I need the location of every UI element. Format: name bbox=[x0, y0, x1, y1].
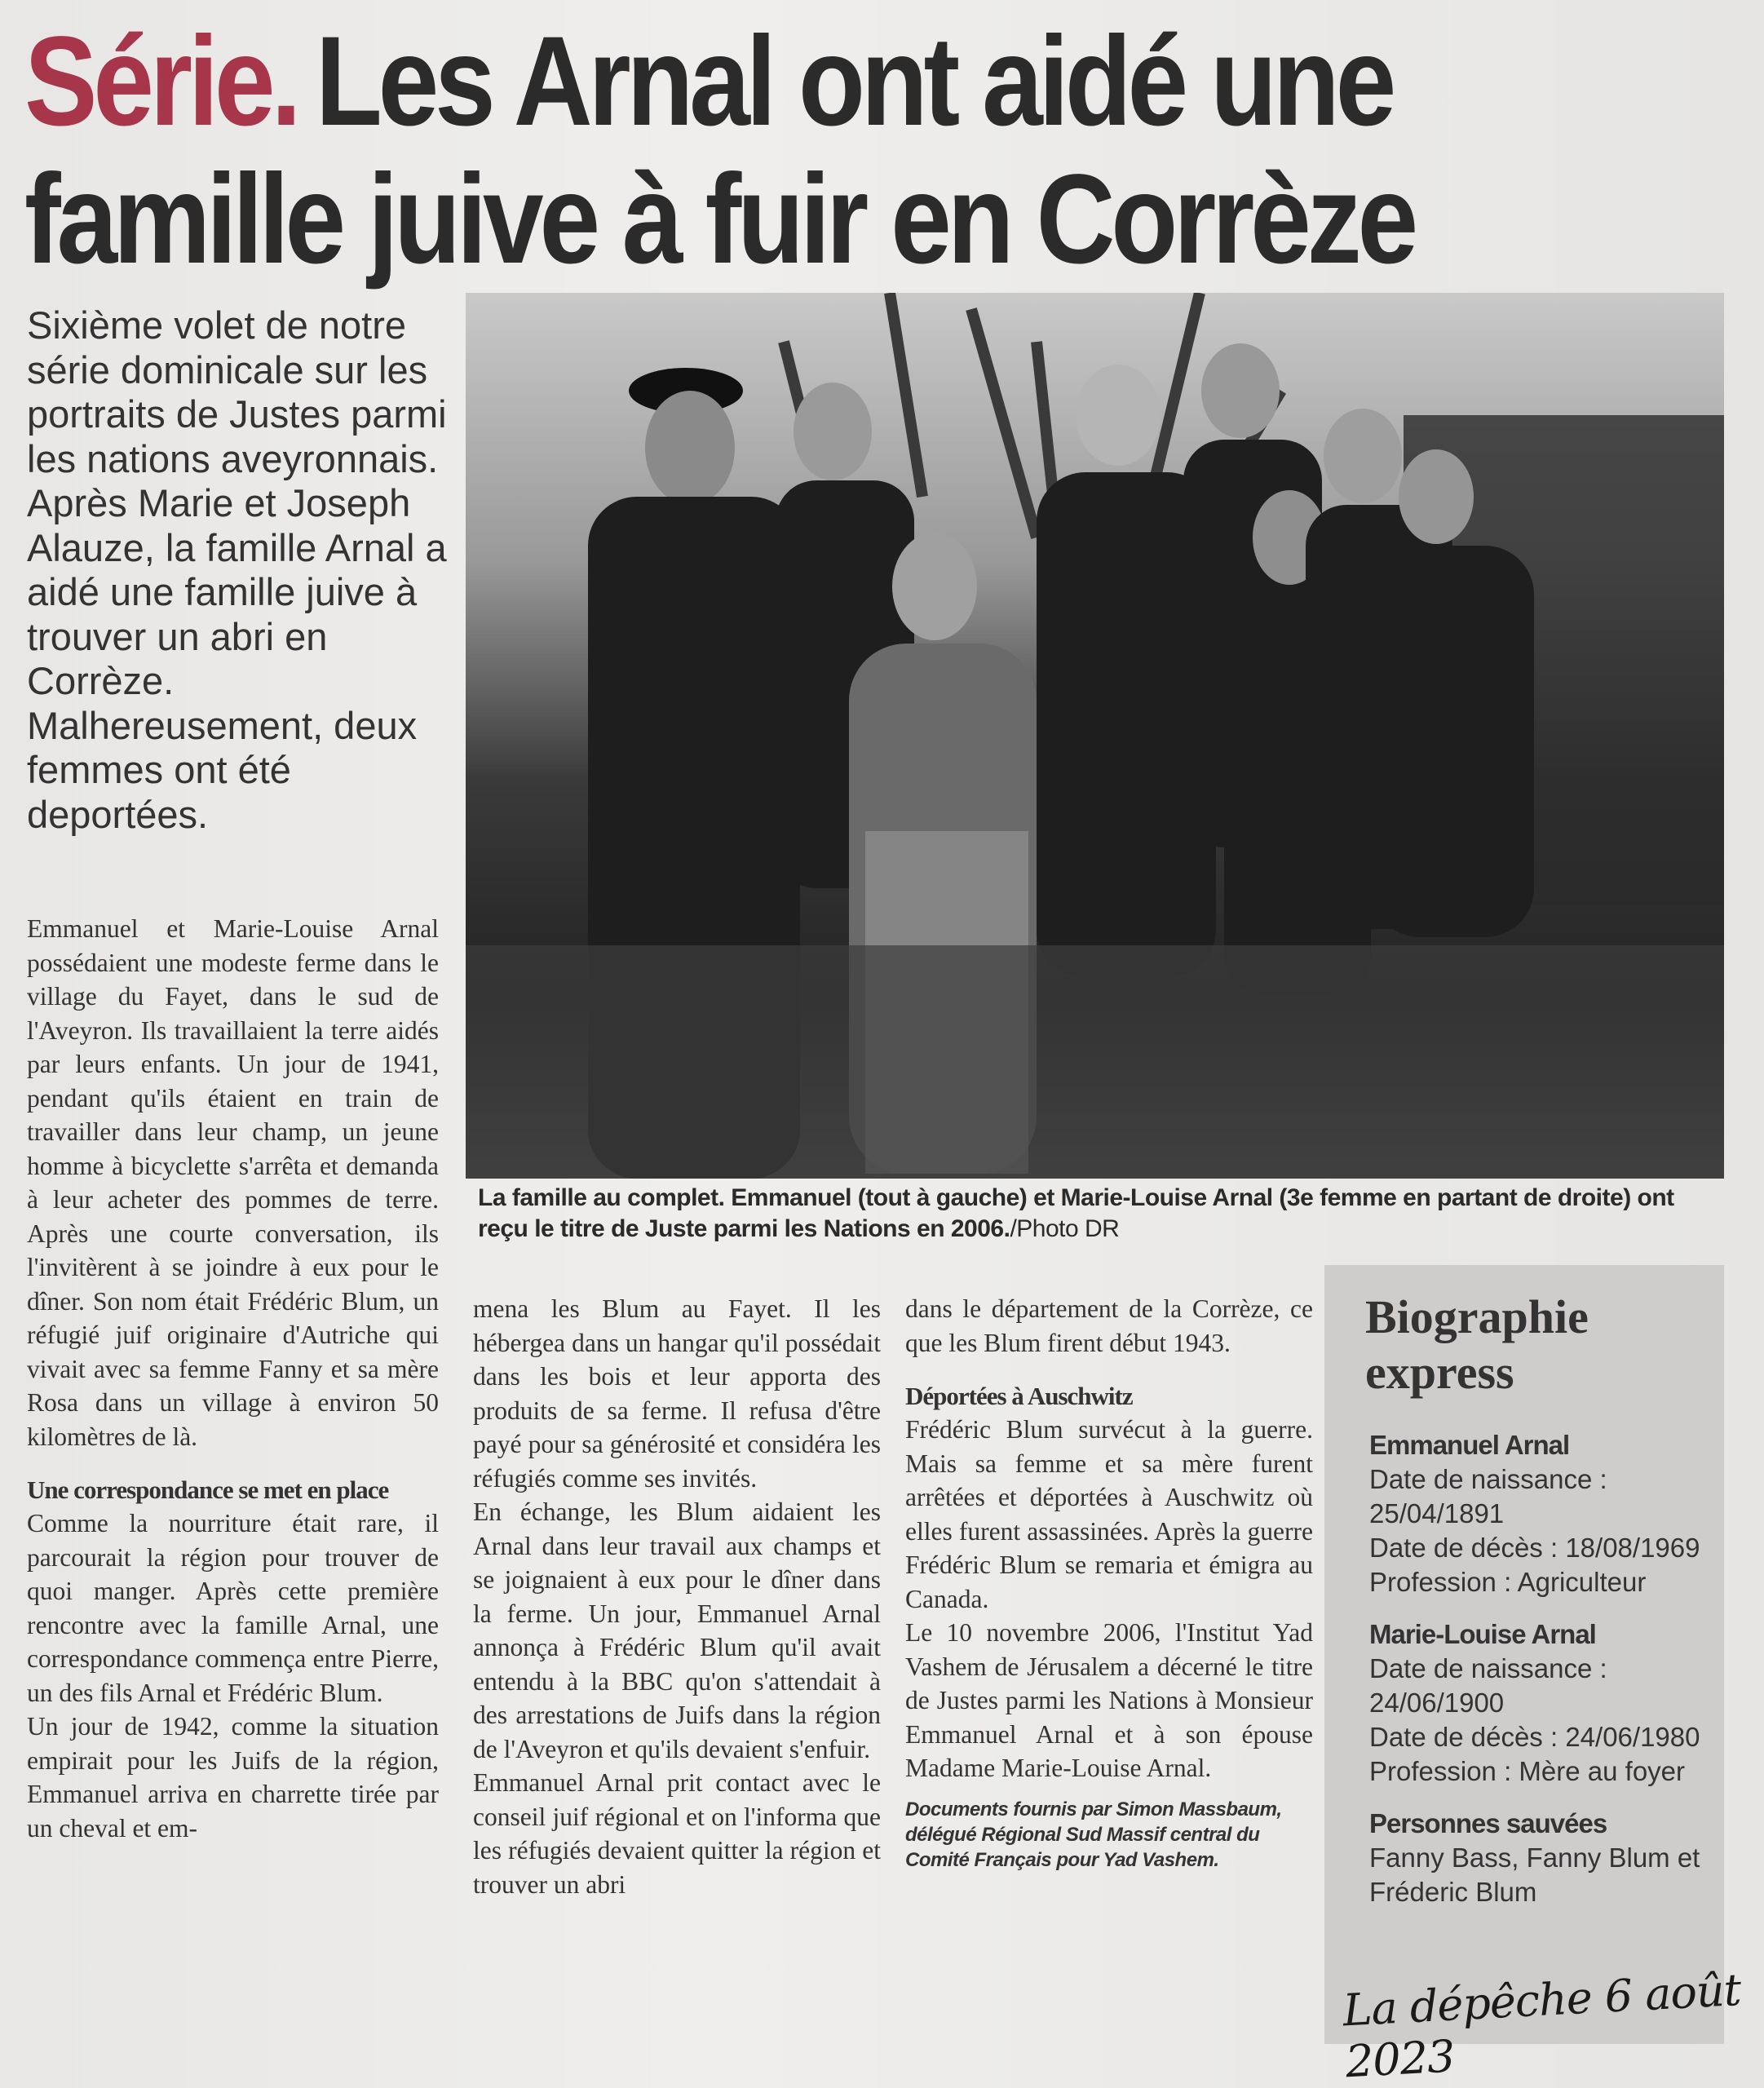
subheading-correspondance: Une correspondance se met en place bbox=[27, 1475, 389, 1504]
handwritten-note: La dépêche 6 août 2023 bbox=[1342, 1964, 1742, 2088]
death-date: Date de décès : 24/06/1980 bbox=[1369, 1722, 1700, 1752]
person-name: Marie-Louise Arnal bbox=[1369, 1619, 1596, 1649]
biography-sidebar bbox=[1324, 1265, 1724, 2044]
family-photo bbox=[466, 293, 1724, 1179]
birth-label: Date de naissance : bbox=[1369, 1464, 1607, 1494]
paragraph: Le 10 novembre 2006, l'Institut Yad Vashem de Jérusalem a décerné le titre de Justes parmi les Nations à Monsieur Emmanuel Arnal et à son épouse Madame Marie-Louise Arnal. bbox=[905, 1618, 1313, 1782]
paragraph: Emmanuel Arnal prit contact avec le conseil juif régional et on l'informa que les réfugiés devaient quitter la région et trouver un abri bbox=[473, 1768, 881, 1899]
ground bbox=[466, 945, 1724, 1179]
sidebar-title-line-1: Biographie bbox=[1365, 1290, 1589, 1343]
saved-persons-label: Personnes sauvées bbox=[1369, 1808, 1607, 1838]
person-name: Emmanuel Arnal bbox=[1369, 1430, 1570, 1460]
paragraph: Frédéric Blum survécut à la guerre. Mais sa femme et sa mère furent arrêtées et déportées à Auschwitz où elles furent assassinées. Après la guerre Frédéric Blum se remaria et émigra au Canada. bbox=[905, 1415, 1313, 1613]
paragraph: mena les Blum au Fayet. Il les hébergea dans un hangar qu'il possédait dans les bois et leur apporta des produits de sa ferme. Il refusa d'être payé pour sa générosité et considéra les réfugiés comme ses invités. bbox=[473, 1294, 881, 1493]
profession: Profession : Mère au foyer bbox=[1369, 1756, 1686, 1786]
profession: Profession : Agriculteur bbox=[1369, 1567, 1647, 1597]
birth-date: 25/04/1891 bbox=[1369, 1498, 1505, 1528]
saved-persons: Fanny Bass, Fanny Blum et Fréderic Blum bbox=[1369, 1842, 1700, 1907]
paragraph: dans le département de la Corrèze, ce que les Blum firent début 1943. bbox=[905, 1294, 1313, 1357]
subheading-deportees: Déportées à Auschwitz bbox=[905, 1382, 1133, 1410]
birth-date: 24/06/1900 bbox=[1369, 1688, 1505, 1718]
birth-label: Date de naissance : bbox=[1369, 1653, 1607, 1683]
paragraph: Comme la nourriture était rare, il parcourait la région pour trouver de quoi manger. Après cette première rencontre avec la famille Arnal, une correspondance commença entre Pierre, un des fils Arnal et Frédéric Blum. bbox=[27, 1509, 439, 1707]
photo-caption bbox=[478, 1183, 1726, 1245]
sidebar-title bbox=[1365, 1290, 1589, 1400]
lead-paragraph: Sixième volet de notre série dominicale sur les portraits de Justes parmi les nations aveyronnais. Après Marie et Joseph Alauze, la famille Arnal a aidé une famille juive à trouver un abri en Corrèze. Malhereusement, deux femmes ont été deportées. bbox=[27, 303, 447, 836]
paragraph: Un jour de 1942, comme la situation empirait pour les Juifs de la région, Emmanuel arriva en charrette tirée par un cheval et em- bbox=[27, 1712, 439, 1842]
sidebar-body bbox=[1369, 1428, 1704, 1909]
death-date: Date de décès : 18/08/1969 bbox=[1369, 1533, 1700, 1563]
article-column-3 bbox=[905, 1292, 1313, 1873]
sidebar-title-line-2: express bbox=[1365, 1346, 1514, 1399]
photo-illustration bbox=[466, 293, 1724, 1179]
paragraph: En échange, les Blum aidaient les Arnal dans leur travail aux champs et se joignaient à eux pour le dîner dans la ferme. Un jour, Emmanuel Arnal annonça à Frédéric Blum qu'il avait entendu à la BBC qu'on s'attendait à des arrestations de Juifs dans la région de l'Aveyron et qu'ils devaient s'enfuir. bbox=[473, 1497, 881, 1763]
headline-kicker: Série. bbox=[24, 11, 298, 153]
photo-credit: /Photo DR bbox=[1010, 1215, 1120, 1242]
caption-text: La famille au complet. Emmanuel (tout à gauche) et Marie-Louise Arnal (3e femme en partant de droite) ont reçu le titre de Juste parmi les Nations en 2006. bbox=[478, 1184, 1674, 1242]
article-column-2 bbox=[473, 1292, 881, 1901]
article-column-1 bbox=[27, 912, 439, 1845]
document-credits: Documents fournis par Simon Massbaum, délégué Régional Sud Massif central du Comité Français pour Yad Vashem. bbox=[905, 1798, 1282, 1871]
headline bbox=[24, 11, 1519, 290]
paragraph: Emmanuel et Marie-Louise Arnal possédaient une modeste ferme dans le village du Fayet, dans le sud de l'Aveyron. Ils travaillaient la terre aidés par leurs enfants. Un jour de 1941, pendant qu'ils étaient en train de travailler dans leur champ, un jeune homme à bicyclette s'arrêta et demanda à leur acheter des pommes de terre. Après une courte conversation, ils l'invitèrent à se joindre à eux pour le dîner. Son nom était Frédéric Blum, un réfugié juif originaire d'Autriche qui vivait avec sa femme Fanny et sa mère Rosa dans un village à environ 50 kilomètres de là. bbox=[27, 914, 439, 1451]
headline-line-1: Les Arnal ont aidé une bbox=[315, 11, 1393, 153]
headline-line-2: famille juive à fuir en Corrèze bbox=[24, 148, 1415, 290]
